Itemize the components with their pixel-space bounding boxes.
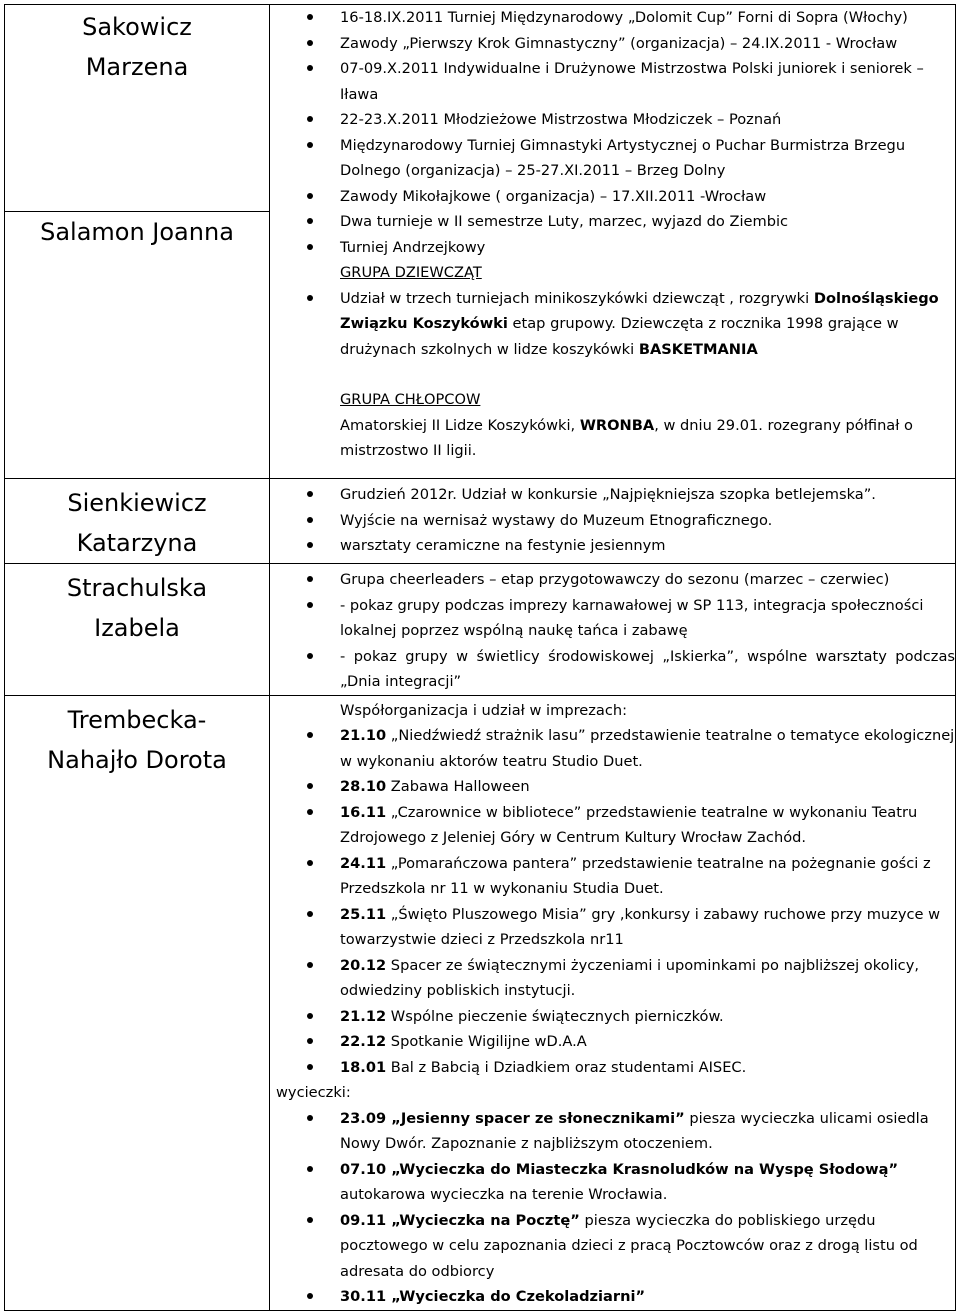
activities-cell <box>270 479 956 564</box>
trip-text: piesza wycieczka ulicami osiedla Nowy Dwór. Zapoznanie z najbliższym otoczeniem. <box>340 1109 929 1152</box>
text-run-bold: WRONBA <box>579 416 655 434</box>
teacher-name-line: Nahajło Dorota <box>47 745 227 774</box>
table-row <box>5 479 956 564</box>
event-text: Spotkanie Wigilijne wD.A.A <box>386 1033 587 1050</box>
text-run: Udział w trzech turniejach minikoszykówki dziewcząt , rozgrywki <box>340 289 814 307</box>
teacher-name-line: Izabela <box>94 614 180 642</box>
event-text: „Święto Pluszowego Misia” gry ,konkursy i zabawy ruchowe przy muzyce w towarzystwie dzieci z Przedszkola nr11 <box>340 905 941 948</box>
table-row <box>5 695 956 1310</box>
list-item: warsztaty ceramiczne na festynie jesiennym <box>270 533 955 559</box>
list-item <box>270 902 955 953</box>
list-item: Międzynarodowy Turniej Gimnastyki Artystycznej o Puchar Burmistrza Brzegu Dolnego (organizacja) – 25-27.XI.2011 – Brzeg Dolny <box>270 133 955 184</box>
teacher-name-line: Strachulska <box>66 574 208 602</box>
trip-title: 09.11 „Wycieczka na Pocztę” <box>340 1211 580 1229</box>
event-date: 22.12 <box>340 1033 387 1050</box>
list-item <box>270 1284 955 1310</box>
text-run-bold: BASKETMANIA <box>638 340 758 358</box>
teacher-name-line: Sienkiewicz <box>67 489 207 517</box>
event-date: 16.11 <box>340 803 387 821</box>
event-date: 24.11 <box>340 854 387 872</box>
event-date: 20.12 <box>340 956 387 974</box>
trip-title: 30.11 „Wycieczka do Czekoladziarni” <box>340 1288 646 1305</box>
list-item: 07-09.X.2011 Indywidualne i Drużynowe Mistrzostwa Polski juniorek i seniorek – Iława <box>270 56 955 107</box>
list-item <box>270 723 955 774</box>
list-item: Grudzień 2012r. Udział w konkursie „Najpiękniejsza szopka betlejemska”. <box>270 482 955 508</box>
trip-text: piesza wycieczka do pobliskiego urzędu pocztowego w celu zapoznania dzieci z pracą Pocztowców oraz z drogą listu od adresata do odbiorcy <box>340 1211 918 1280</box>
event-text: „Czarownice w bibliotece” przedstawienie teatralne w wykonaniu Teatru Zdrojowego z Jeleniej Góry w Centrum Kultury Wrocław Zachód. <box>340 803 918 846</box>
list-item: Zawody „Pierwszy Krok Gimnastyczny” (organizacja) – 24.IX.2011 - Wrocław <box>270 31 955 57</box>
list-item <box>270 851 955 902</box>
activity-table <box>4 4 956 1311</box>
list-item: 22-23.X.2011 Młodzieżowe Mistrzostwa Młodziczek – Poznań <box>270 107 955 133</box>
teacher-name-cell <box>5 479 270 564</box>
list-item <box>270 1208 955 1285</box>
text-run: , w dniu 29.01. rozegrany półfinał o mistrzostwo II ligii. <box>340 416 913 459</box>
list-item: Wyjście na wernisaż wystawy do Muzeum Etnograficznego. <box>270 508 955 534</box>
list-item: 16-18.IX.2011 Turniej Międzynarodowy „Dolomit Cup” Forni di Sopra (Włochy) <box>270 5 955 31</box>
list-item: Dwa turnieje w II semestrze Luty, marzec, wyjazd do Ziembic <box>270 209 955 235</box>
event-date: 21.12 <box>340 1007 387 1025</box>
boys-group-heading: GRUPA CHŁOPCOW <box>340 391 481 408</box>
list-item <box>270 774 955 800</box>
list-item: Grupa cheerleaders – etap przygotowawczy do sezonu (marzec – czerwiec) <box>270 567 955 593</box>
list-item <box>270 953 955 1004</box>
event-date: 18.01 <box>340 1058 387 1076</box>
table-row <box>5 5 956 212</box>
event-date: 21.10 <box>340 727 387 744</box>
teacher-name-line: Salamon Joanna <box>40 218 234 246</box>
event-date: 28.10 <box>340 778 387 795</box>
teacher-name-cell <box>5 5 270 212</box>
activities-cell <box>270 564 956 696</box>
boys-group-text <box>270 413 955 474</box>
event-text: Zabawa Halloween <box>386 778 530 795</box>
text-run: etap grupowy. Dziewczęta z rocznika 1998 grające w drużynach szkolnych w lidze koszykówki <box>340 315 899 358</box>
list-item: Turniej Andrzejkowy <box>270 235 955 261</box>
text-run: Amatorskiej II Lidze Koszykówki, <box>340 416 580 434</box>
list-item: Zawody Mikołajkowe ( organizacja) – 17.XII.2011 -Wrocław <box>270 184 955 210</box>
list-item: - pokaz grupy podczas imprezy karnawałowej w SP 113, integracja społeczności lokalnej poprzez wspólną naukę tańca i zabawę <box>270 593 955 644</box>
text-run-bold: Dolnośląskiego Związku Koszykówki <box>340 289 939 332</box>
teacher-name-cell <box>5 212 270 479</box>
event-text: „Pomarańczowa pantera” przedstawienie teatralne na pożegnanie gości z Przedszkola nr 11 w wykonaniu Studia Duet. <box>340 854 931 897</box>
list-item <box>270 1055 955 1081</box>
teacher-name-cell <box>5 564 270 696</box>
list-item <box>270 286 955 363</box>
event-date: 25.11 <box>340 905 387 923</box>
girls-group-heading: GRUPA DZIEWCZĄT <box>340 264 482 281</box>
activities-cell <box>270 5 956 479</box>
teacher-name-line: Trembecka- <box>67 705 207 734</box>
list-item <box>270 1106 955 1157</box>
teacher-name-cell <box>5 695 270 1310</box>
list-item <box>270 800 955 851</box>
teacher-name-line: Marzena <box>85 53 189 81</box>
events-intro: Współorganizacja i udział w imprezach: <box>340 701 628 719</box>
event-text: Bal z Babcią i Dziadkiem oraz studentami AISEC. <box>386 1058 747 1076</box>
trip-title: 07.10 „Wycieczka do Miasteczka Krasnoludków na Wyspę Słodową” <box>340 1160 899 1178</box>
event-text: Spacer ze świątecznymi życzeniami i upominkami po najbliższej okolicy, odwiedziny pobliskich instytucji. <box>340 956 919 999</box>
trip-text: autokarowa wycieczka na terenie Wrocławia. <box>340 1186 668 1203</box>
trips-label: wycieczki: <box>276 1084 351 1101</box>
activities-cell <box>270 695 956 1310</box>
event-text: Wspólne pieczenie świątecznych pierniczków. <box>386 1007 724 1025</box>
list-item <box>270 1157 955 1208</box>
list-item <box>270 1004 955 1030</box>
table-row <box>5 564 956 696</box>
trip-title: 23.09 „Jesienny spacer ze słonecznikami” <box>340 1109 685 1127</box>
event-text: „Niedźwiedź strażnik lasu” przedstawienie teatralne o tematyce ekologicznej w wykonaniu aktorów teatru Studio Duet. <box>340 727 955 770</box>
teacher-name-line: Katarzyna <box>76 529 198 557</box>
list-item: - pokaz grupy w świetlicy środowiskowej „Iskierka”, wspólne warsztaty podczas „Dnia integracji” <box>270 644 955 695</box>
teacher-name-line: Sakowicz <box>82 13 192 41</box>
list-item <box>270 1029 955 1055</box>
